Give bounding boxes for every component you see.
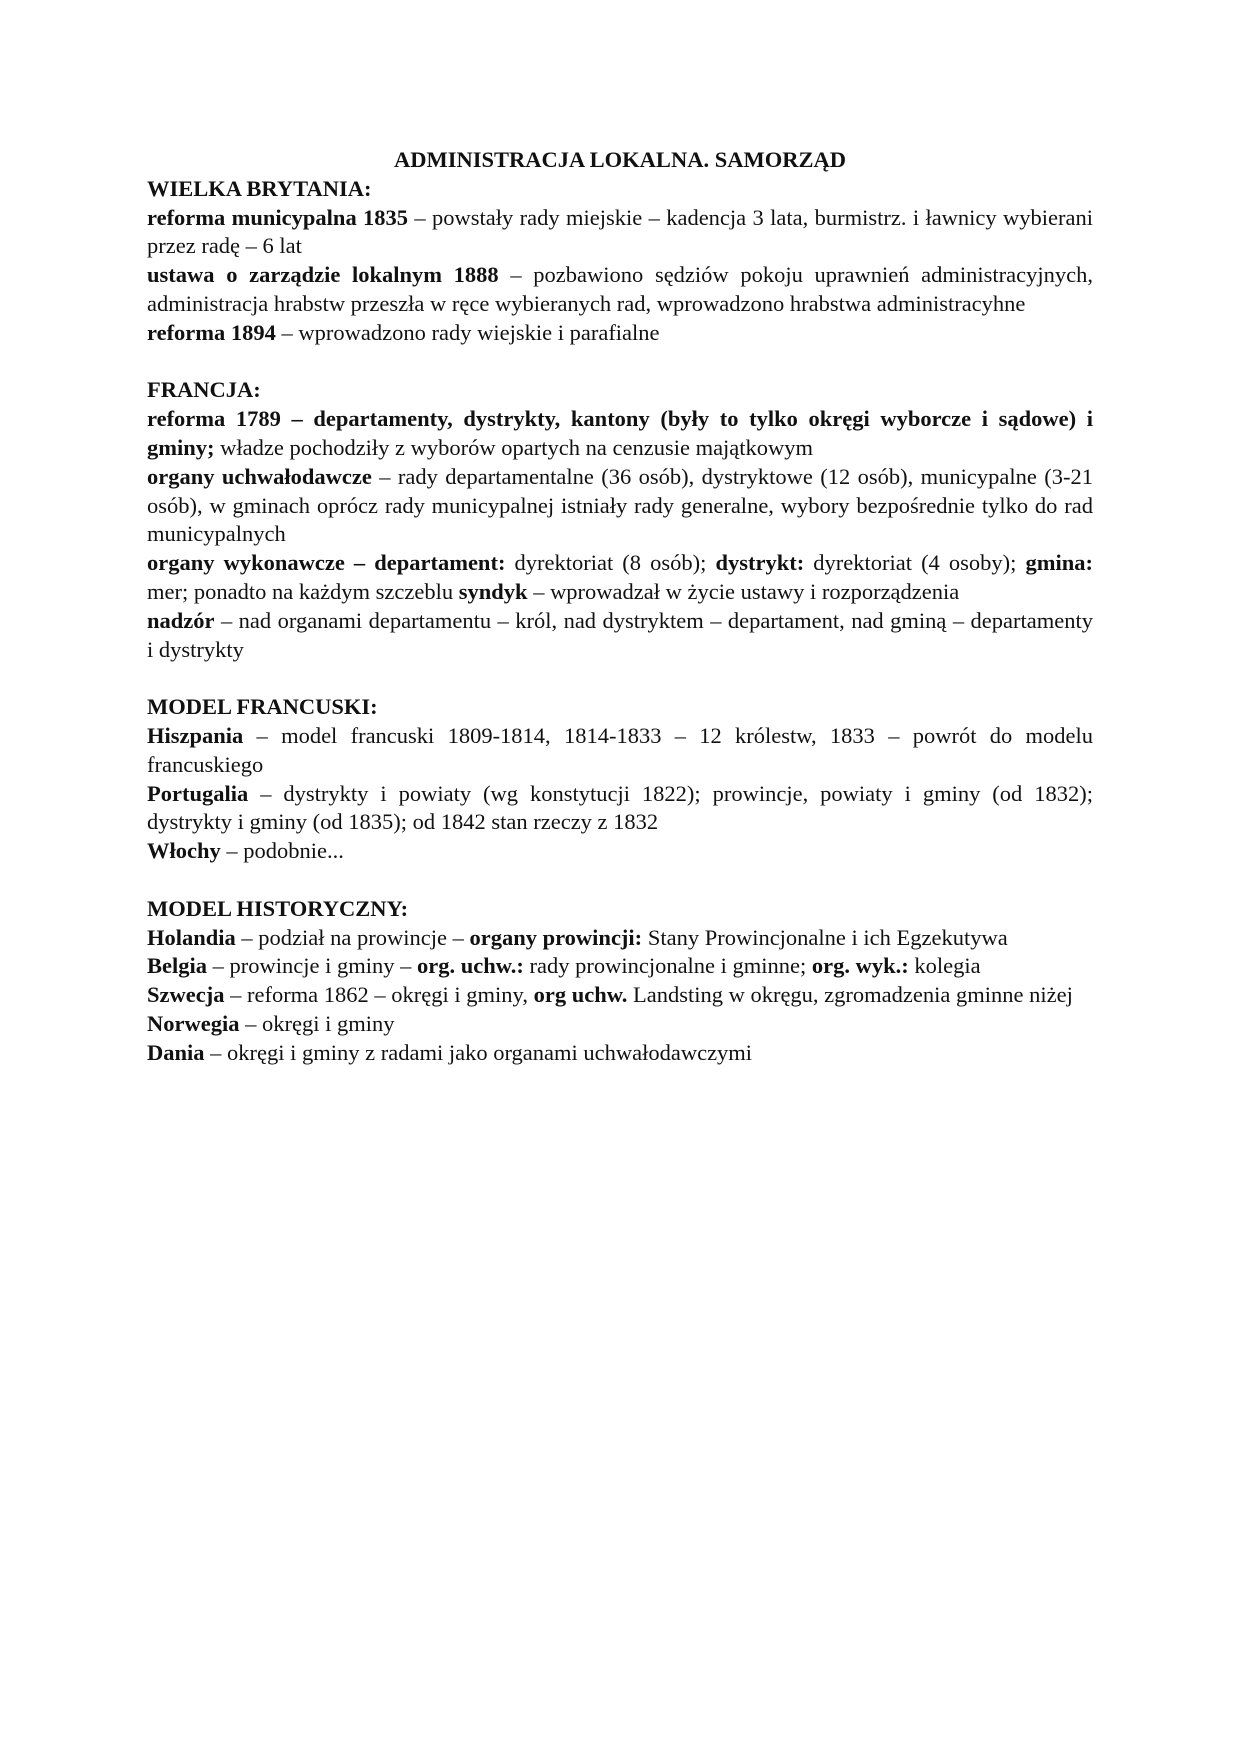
entry-text: władze pochodziły z wyborów opartych na cenzusie majątkowym	[214, 434, 814, 460]
entry-term: org. uchw.:	[416, 953, 524, 979]
section-entry	[147, 837, 1093, 866]
entry-term: organy uchwałodawcze	[147, 463, 372, 489]
entry-term: nadzór	[147, 607, 215, 633]
entry-term: Holandia	[147, 924, 236, 950]
entry-text: – wprowadzono rady wiejskie i parafialne	[275, 319, 660, 345]
document-section	[147, 175, 1093, 348]
entry-text: – model francuski 1809-1814, 1814-1833 – 12 królestw, 1833 – powrót do modelu francuskiego	[147, 722, 1093, 777]
entry-text: kolegia	[908, 953, 981, 979]
document-section	[147, 693, 1093, 866]
entry-text: – powstały rady miejskie – kadencja 3 lata, burmistrz. i ławnicy wybierani przez radę – 6 lat	[147, 204, 1093, 259]
document-content	[147, 146, 1093, 1068]
entry-term: organy wykonawcze – departament:	[147, 550, 506, 576]
section-heading: MODEL HISTORYCZNY:	[147, 895, 409, 921]
document-section	[147, 895, 1093, 1068]
section-entry	[147, 607, 1093, 665]
entry-term: syndyk	[458, 578, 528, 604]
entry-text: – okręgi i gminy z radami jako organami uchwałodawczymi	[204, 1039, 753, 1065]
section-entry	[147, 261, 1093, 319]
entry-term: ustawa o zarządzie lokalnym 1888	[147, 262, 499, 288]
entry-text: dyrektoriat (8 osób);	[505, 550, 716, 576]
section-heading: FRANCJA:	[147, 377, 261, 403]
entry-text: Stany Prowincjonalne i ich Egzekutywa	[642, 924, 1008, 950]
entry-term: org uchw.	[533, 982, 628, 1008]
entry-term: Portugalia	[147, 780, 249, 806]
entry-term: Belgia	[147, 953, 207, 979]
section-entry	[147, 204, 1093, 262]
entry-term: Szwecja	[147, 982, 225, 1008]
entry-text: – prowincje i gminy –	[207, 953, 417, 979]
entry-text: – wprowadzał w życie ustawy i rozporządzenia	[527, 578, 960, 604]
section-entry	[147, 319, 1093, 348]
entry-term: reforma 1894	[147, 319, 276, 345]
entry-term: Hiszpania	[147, 722, 244, 748]
entry-term: reforma municypalna 1835	[147, 204, 409, 230]
entry-term: reforma 1789 – departamenty, dystrykty, kantony (były to tylko okręgi wyborcze i sądowe) i gminy;	[147, 406, 1093, 460]
entry-term: Dania	[147, 1039, 205, 1065]
document-title: ADMINISTRACJA LOKALNA. SAMORZĄD	[394, 147, 846, 172]
entry-text: – nad organami departamentu – król, nad dystryktem – departament, nad gminą – departamenty i dystrykty	[147, 607, 1093, 662]
entry-text: – podobnie...	[220, 838, 344, 864]
entry-text: – dystrykty i powiaty (wg konstytucji 1822); prowincje, powiaty i gminy (od 1832); dystrykty i gminy (od 1835); od 1842 stan rzeczy z 1832	[147, 780, 1093, 835]
entry-term: Norwegia	[147, 1010, 240, 1036]
section-entry	[147, 1010, 1093, 1039]
section-entry	[147, 981, 1093, 1010]
section-entry	[147, 1039, 1093, 1068]
entry-text: mer; ponadto na każdym szczeblu	[147, 578, 459, 604]
entry-text: – rady departamentalne (36 osób), dystryktowe (12 osób), municypalne (3-21 osób), w gminach oprócz rady municypalnej istniały rady generalne, wybory bezpośrednie tylko do rad municypalnych	[147, 463, 1093, 547]
entry-text: dyrektoriat (4 osoby);	[804, 550, 1026, 576]
section-entry	[147, 463, 1093, 549]
entry-term: gmina:	[1025, 550, 1093, 576]
section-heading: WIELKA BRYTANIA:	[147, 175, 372, 201]
section-entry	[147, 952, 1093, 981]
entry-term: dystrykt:	[715, 550, 805, 576]
section-heading: MODEL FRANCUSKI:	[147, 694, 378, 720]
entry-text: – reforma 1862 – okręgi i gminy,	[224, 982, 534, 1008]
entry-text: – pozbawiono sędziów pokoju uprawnień administracyjnych, administracja hrabstw przeszła w ręce wybieranych rad, wprowadzono hrabstwa administracyhne	[147, 262, 1093, 316]
section-entry	[147, 549, 1093, 607]
section-entry	[147, 924, 1093, 953]
document-section	[147, 376, 1093, 664]
entry-term: org. wyk.:	[811, 953, 909, 979]
section-entry	[147, 722, 1093, 780]
entry-term: Włochy	[147, 838, 221, 864]
entry-text: – podział na prowincje –	[235, 924, 470, 950]
entry-text: – okręgi i gminy	[239, 1010, 395, 1036]
entry-text: Landsting w okręgu, zgromadzenia gminne niżej	[627, 982, 1073, 1008]
entry-text: rady prowincjonalne i gminne;	[523, 953, 812, 979]
document-sections	[147, 175, 1093, 1068]
section-entry	[147, 405, 1093, 463]
section-entry	[147, 780, 1093, 838]
entry-term: organy prowincji:	[469, 924, 643, 950]
